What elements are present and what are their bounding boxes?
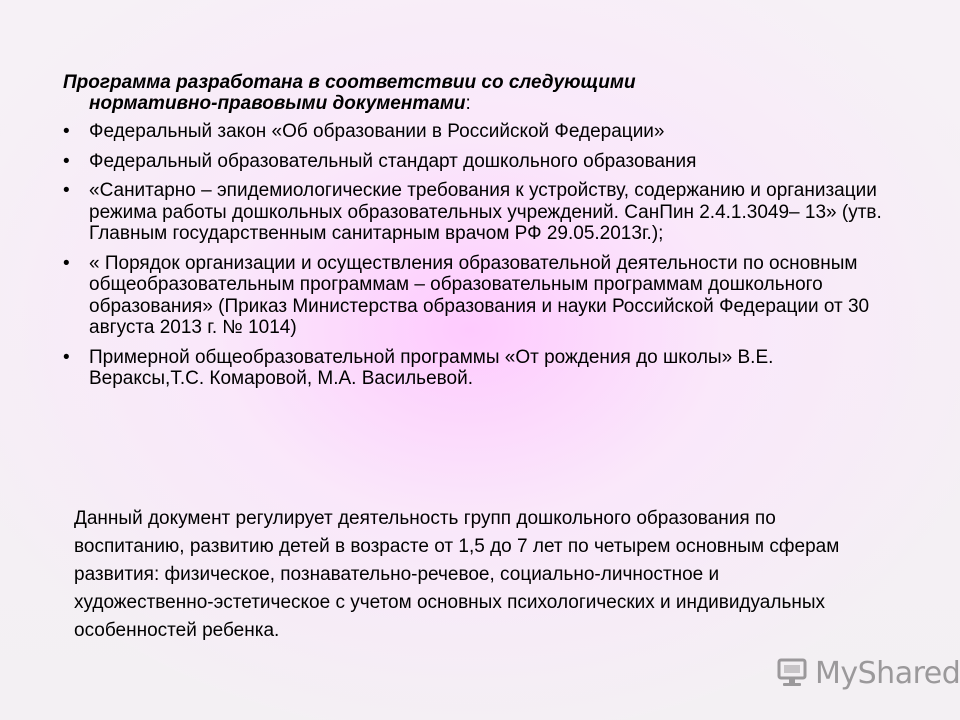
- list-item: [63, 180, 893, 245]
- bullet-icon: •: [63, 346, 70, 368]
- list-item-text: « Порядок организации и осуществления образовательной деятельности по основным общеобразовательным программам – образовательным программам дошкольного образования» (Приказ Министерства образования и науки Российской Федерации от 30 августа 2013 г. № 1014): [89, 252, 870, 338]
- heading-colon: :: [465, 93, 471, 114]
- slide-heading: [63, 72, 863, 114]
- list-item: [63, 151, 893, 173]
- heading-line-2: [63, 93, 863, 114]
- list-item-text: «Санитарно – эпидемиологические требования к устройству, содержанию и организации режима работы дошкольных образовательных учреждений. СанПин 2.4.1.3049– 13» (утв. Главным государственным санитарным врачом РФ 29.05.2013г.);: [89, 180, 882, 244]
- list-item: [63, 121, 893, 143]
- bullet-icon: •: [63, 252, 70, 274]
- list-item: [63, 347, 893, 390]
- watermark-my: My: [815, 655, 858, 691]
- documents-list: [63, 121, 893, 398]
- list-item: [63, 253, 893, 339]
- heading-line-2-text: нормативно-правовыми документами: [89, 93, 466, 114]
- bullet-icon: •: [63, 150, 70, 172]
- myshared-watermark: [775, 655, 960, 691]
- monitor-icon: [775, 657, 809, 689]
- list-item-text: Примерной общеобразовательной программы «От рождения до школы» В.Е. Вераксы,Т.С. Комаровой, М.А. Васильевой.: [89, 346, 774, 389]
- bullet-icon: •: [63, 180, 70, 201]
- description-paragraph: Данный документ регулирует деятельность групп дошкольного образования по воспитанию, развитию детей в возрасте от 1,5 до 7 лет по четырем основным сферам развития: физическое, познавательно-речевое, социально-личностное и художественно-эстетическое с учетом основных психологических и индивидуальных особенностей ребенка.: [74, 508, 840, 641]
- watermark-shared: Shared: [857, 655, 960, 691]
- list-item-text: Федеральный образовательный стандарт дошкольного образования: [89, 150, 697, 172]
- bullet-icon: •: [63, 121, 70, 142]
- heading-line-1: Программа разработана в соответствии со следующими: [63, 72, 636, 93]
- list-item-text: Федеральный закон «Об образовании в Российской Федерации»: [89, 121, 665, 142]
- watermark-text: [815, 656, 960, 691]
